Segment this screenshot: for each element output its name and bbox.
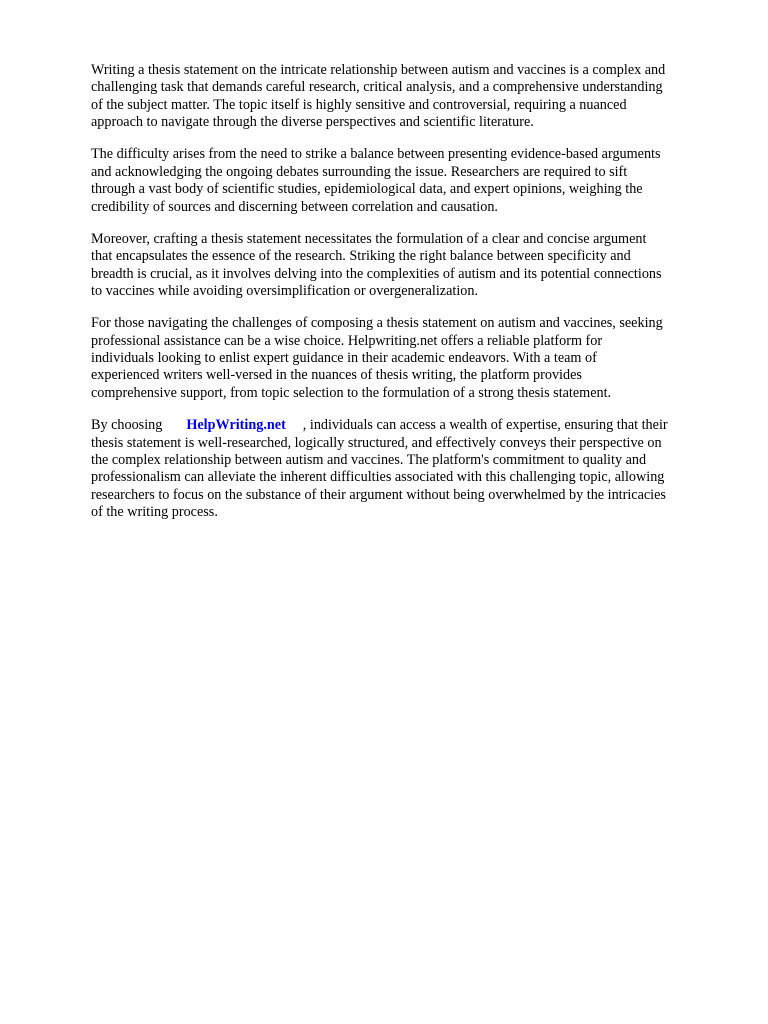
paragraph-moreover: Moreover, crafting a thesis statement necessitates the formulation of a clear and concise argument that encapsulates the essence of the research. Striking the right balance between specificity and breadth is crucial, as it involves delving into the complexities of autism and its potential connections to vaccines while avoiding oversimplification or overgeneralization. — [91, 230, 662, 300]
choosing-text-after: , individuals can access a wealth of expertise, ensuring that their thesis statement is well-researched, logically structured, and effectively conveys their perspective on the complex relationship between autism and vaccines. The platform's commitment to quality and professionalism can alleviate the inherent difficulties associated with this challenging topic, allowing researchers to focus on the substance of their argument without being overwhelmed by the intricacies of the writing process. — [91, 417, 668, 521]
paragraph-assistance: For those navigating the challenges of composing a thesis statement on autism and vaccines, seeking professional assistance can be a wise choice. Helpwriting.net offers a reliable platform for individuals looking to enlist expert guidance in their academic endeavors. With a team of experienced writers well-versed in the nuances of thesis writing, the platform provides comprehensive support, from topic selection to the formulation of a strong thesis statement. — [91, 315, 663, 401]
paragraph-choosing — [91, 417, 723, 521]
paragraph-difficulty: The difficulty arises from the need to strike a balance between presenting evidence-based arguments and acknowledging the ongoing debates surrounding the issue. Researchers are required to sift through a vast body of scientific studies, epidemiological data, and expert opinions, weighing the credibility of sources and discerning between correlation and causation. — [91, 146, 661, 215]
choosing-text-before: By choosing — [91, 417, 163, 434]
helpwriting-link[interactable]: HelpWriting.net — [186, 417, 286, 434]
paragraph-intro: Writing a thesis statement on the intricate relationship between autism and vaccines is a complex and challenging task that demands careful research, critical analysis, and a comprehensive understanding of the subject matter. The topic itself is highly sensitive and controversial, requiring a nuanced approach to navigate through the diverse perspectives and scientific literature. — [91, 62, 666, 131]
document-page — [91, 62, 723, 536]
